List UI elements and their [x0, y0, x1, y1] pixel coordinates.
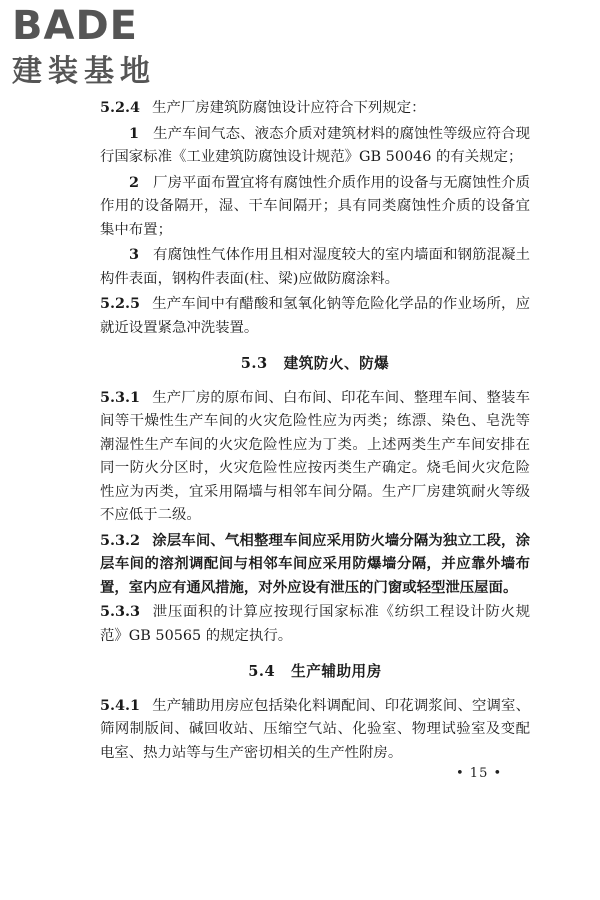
bade-logo — [12, 4, 182, 90]
item-1 — [100, 122, 530, 170]
item-text: 厂房平面布置宜将有腐蚀性介质作用的设备与无腐蚀性介质作用的设备隔开，湿、干车间隔开；具有同类腐蚀性介质的设备宜集中布置； — [100, 174, 530, 238]
clause-text: 生产辅助用房应包括染化料调配间、印花调浆间、空调室、筛网制版间、碱回收站、压缩空气站、化验室、物理试验室及变配电室、热力站等与生产密切相关的生产性附房。 — [100, 697, 530, 761]
clause-number: 5.4.1 — [100, 696, 141, 714]
section-heading-5-3 — [100, 352, 530, 376]
clause-number: 5.3.1 — [100, 388, 141, 406]
section-title: 建筑防火、防爆 — [283, 355, 390, 372]
clause-5-2-5 — [100, 292, 530, 340]
item-number: 2 — [129, 173, 140, 191]
logo-wordmark: BADE — [12, 3, 138, 49]
item-number: 1 — [129, 124, 140, 142]
clause-5-3-3 — [100, 600, 530, 648]
clause-text: 泄压面积的计算应按现行国家标准《纺织工程设计防火规范》GB 50565 的规定执行。 — [100, 604, 530, 644]
clause-text: 生产厂房的原布间、白布间、印花车间、整理车间、整装车间等干燥性生产车间的火灾危险性应为丙类；练漂、染色、皂洗等潮湿性生产车间的火灾危险性应为丁类。上述两类生产车间安排在同一防火分区时，火灾危险性应按丙类生产确定。烧毛间火灾危险性应为丙类，宜采用隔墙与相邻车间分隔。生产厂房建筑耐火等级不应低于二级。 — [100, 389, 530, 523]
item-text: 生产车间气态、液态介质对建筑材料的腐蚀性等级应符合现行国家标准《工业建筑防腐蚀设计规范》GB 50046 的有关规定； — [100, 125, 530, 165]
clause-text-mandatory: 涂层车间、气相整理车间应采用防火墙分隔为独立工段，涂层车间的溶剂调配间与相邻车间应采用防爆墙分隔，并应靠外墙布置，室内应有通风措施，对外应设有泄压的门窗或轻型泄压屋面。 — [100, 531, 530, 596]
clause-number: 5.2.5 — [100, 295, 141, 312]
clause-number: 5.3.2 — [100, 531, 141, 549]
clause-number: 5.3.3 — [100, 603, 141, 620]
section-heading-5-4 — [100, 660, 530, 684]
document-body — [100, 96, 530, 766]
clause-text: 生产厂房建筑防腐蚀设计应符合下列规定： — [152, 100, 426, 116]
page-number: • 15 • — [456, 766, 503, 781]
clause-5-2-4 — [100, 96, 530, 121]
clause-number: 5.2.4 — [100, 99, 141, 116]
item-3 — [100, 243, 530, 291]
clause-5-4-1 — [100, 694, 530, 766]
clause-text: 生产车间中有醋酸和氢氧化钠等危险化学品的作业场所，应就近设置紧急冲洗装置。 — [100, 296, 530, 336]
clause-5-3-1 — [100, 386, 530, 528]
item-number: 3 — [129, 246, 140, 263]
section-number: 5.3 — [240, 355, 268, 372]
section-title: 生产辅助用房 — [291, 663, 382, 680]
item-2 — [100, 171, 530, 243]
item-text: 有腐蚀性气体作用且相对湿度较大的室内墙面和钢筋混凝土构件表面，钢构件表面(柱、梁)应做防腐涂料。 — [100, 247, 530, 287]
logo-subtitle: 建装基地 — [12, 54, 156, 89]
clause-5-3-2 — [100, 529, 530, 600]
section-number: 5.4 — [248, 663, 276, 680]
